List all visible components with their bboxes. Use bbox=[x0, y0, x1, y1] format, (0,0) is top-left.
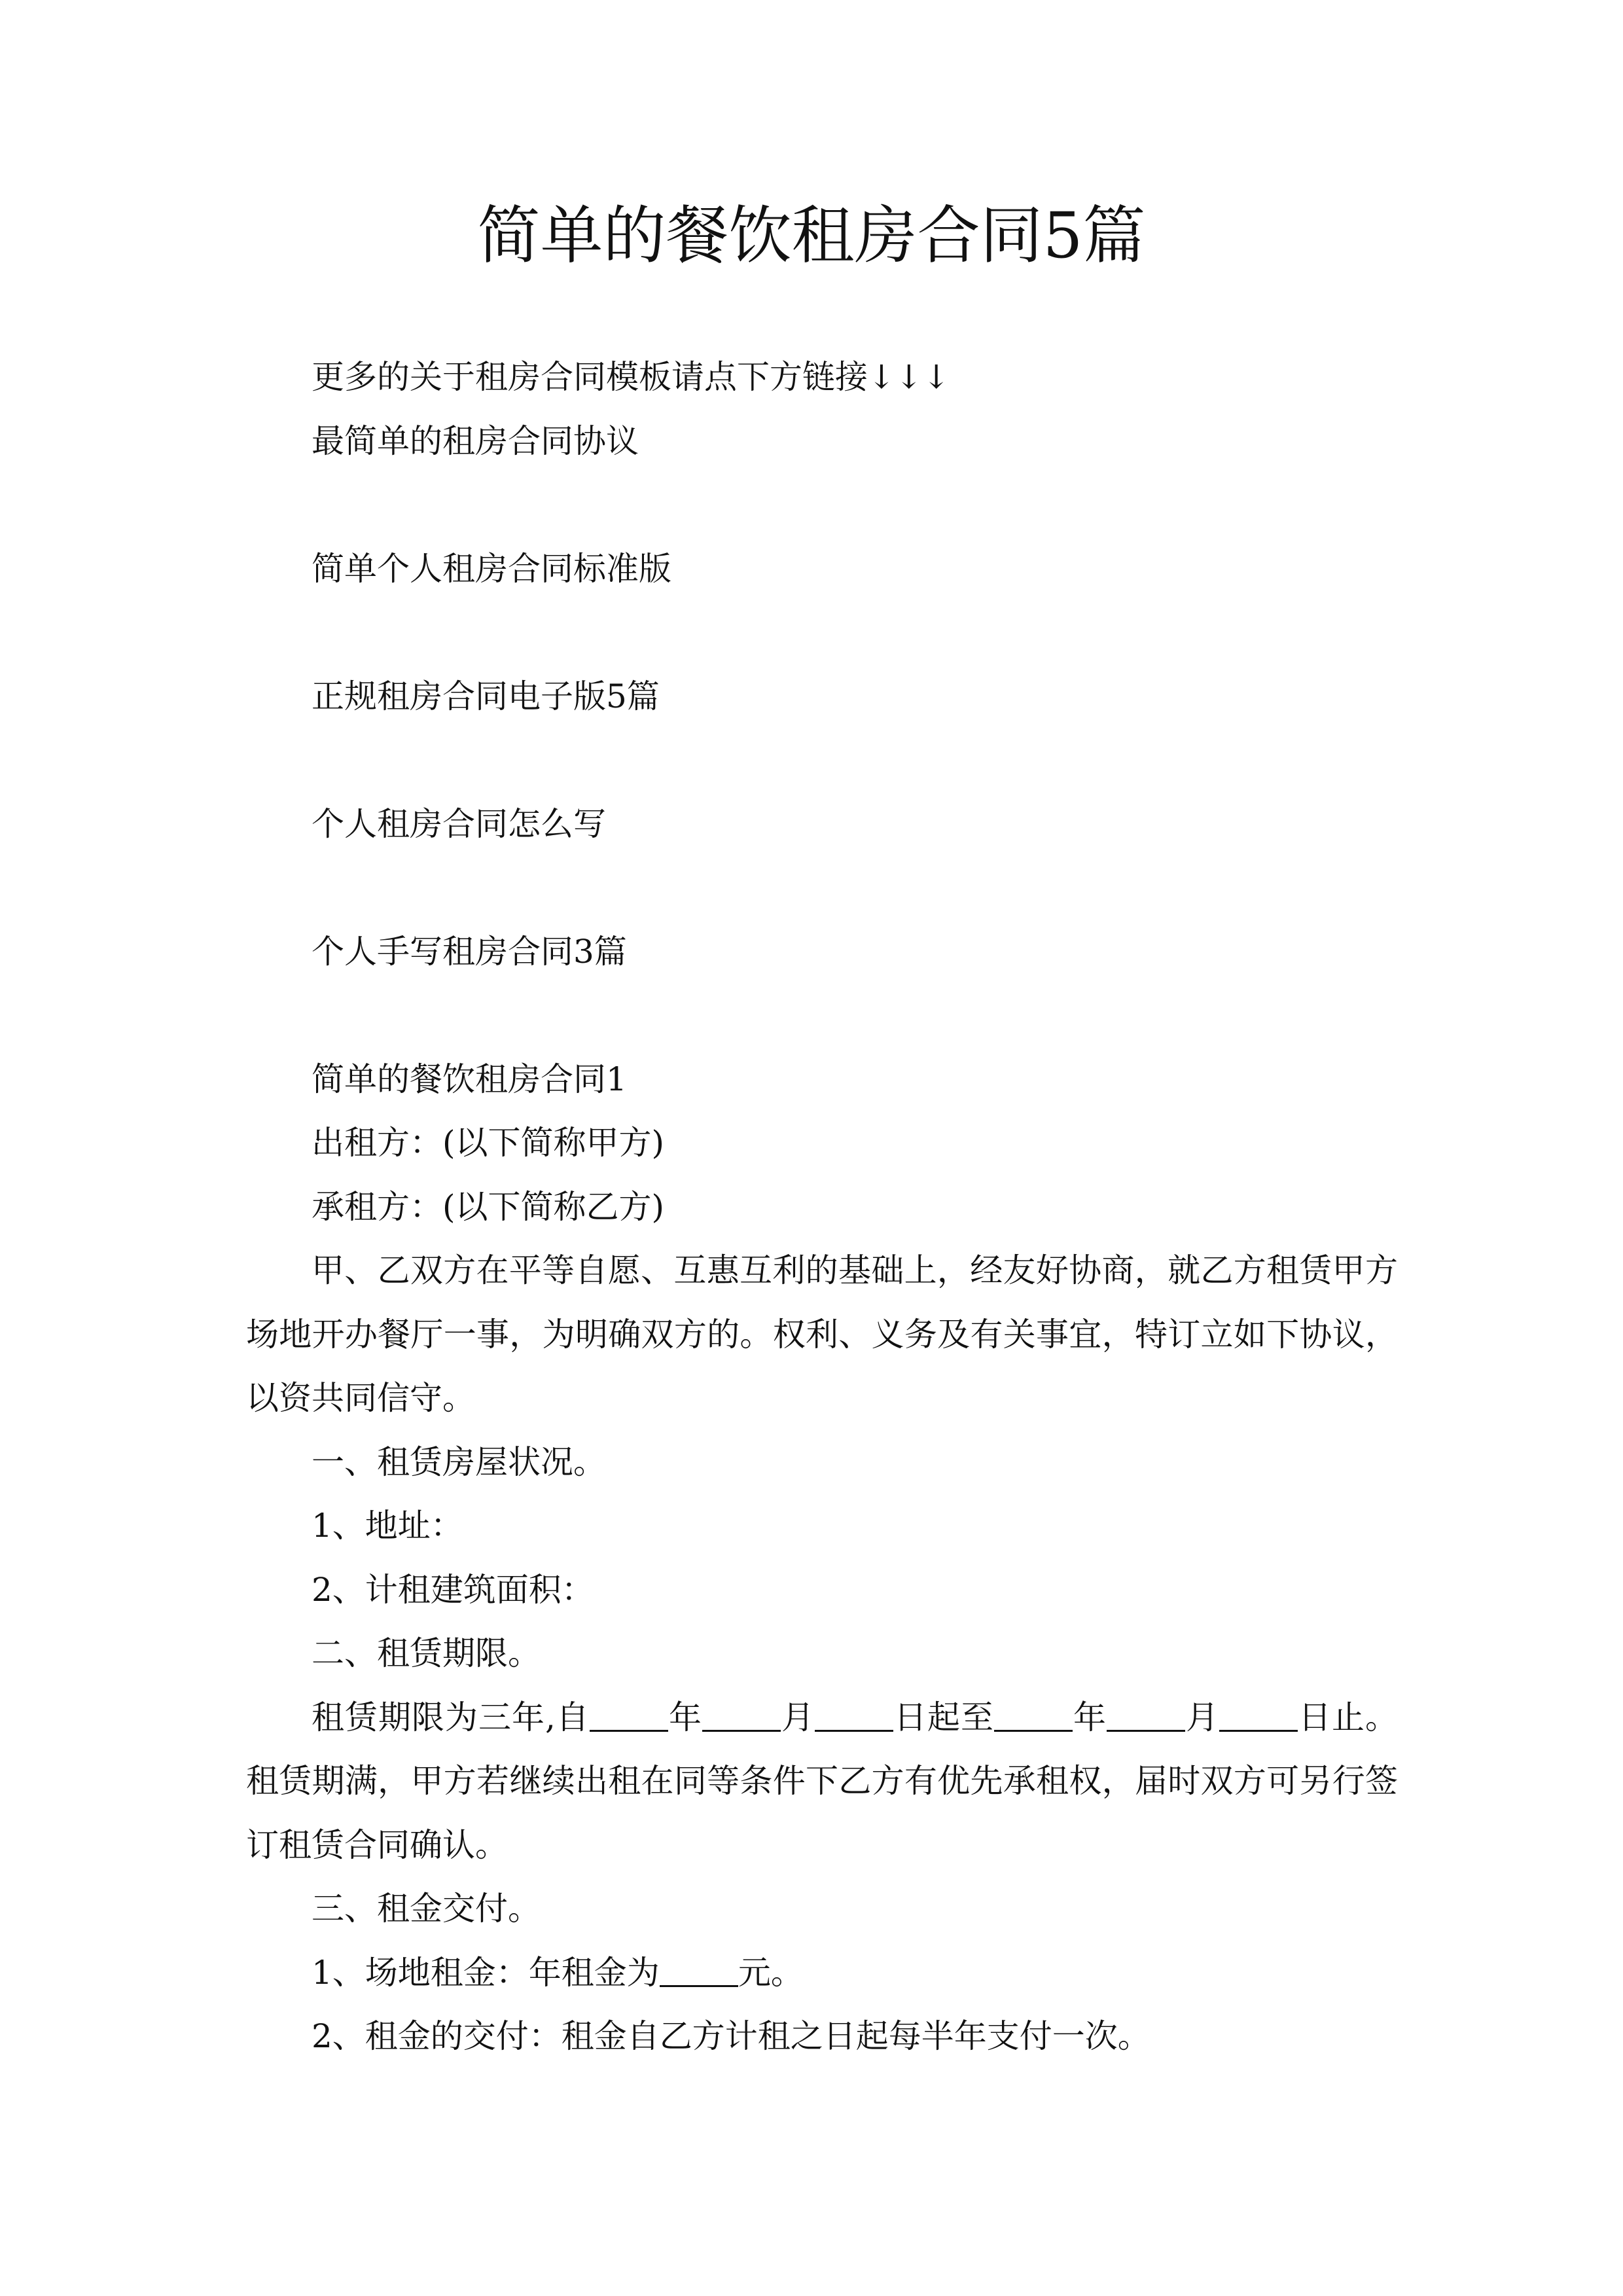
lease-term-line bbox=[246, 1686, 1398, 1750]
spacer bbox=[246, 601, 1398, 665]
clause2-heading: 二、租赁期限。 bbox=[312, 1634, 541, 1672]
clause3-heading: 三、租金交付。 bbox=[312, 1890, 541, 1928]
link-item[interactable]: 简单个人租房合同标准版 bbox=[312, 549, 671, 588]
document-title: 简单的餐饮租房合同5篇 bbox=[477, 199, 1146, 272]
blank-field bbox=[815, 1697, 893, 1732]
lessor-line: 出租方：(以下简称甲方) bbox=[312, 1124, 665, 1162]
rent-text: 元。 bbox=[738, 1953, 804, 1992]
blank-field bbox=[660, 1952, 738, 1987]
lessee-line: 承租方：(以下简称乙方) bbox=[312, 1187, 665, 1226]
term-text: 租赁期限为三年,自 bbox=[312, 1698, 590, 1736]
link-item[interactable]: 正规租房合同电子版5篇 bbox=[312, 677, 660, 715]
term-text: 年 bbox=[668, 1698, 702, 1736]
clause1-address: 1、地址： bbox=[312, 1507, 463, 1545]
rent-text: 1、场地租金：年租金为 bbox=[312, 1953, 660, 1992]
blank-field bbox=[1219, 1697, 1298, 1732]
term-text: 月 bbox=[780, 1698, 815, 1736]
spacer bbox=[246, 984, 1398, 1048]
blank-field bbox=[590, 1697, 668, 1732]
clause2-line: 租赁期满，甲方若继续出租在同等条件下乙方有优先承租权，届时双方可另行签 bbox=[246, 1762, 1398, 1800]
clause1-area: 2、计租建筑面积： bbox=[312, 1570, 594, 1609]
clause1-heading: 一、租赁房屋状况。 bbox=[312, 1443, 606, 1481]
clause3-rent bbox=[246, 1941, 1398, 2005]
link-item[interactable]: 个人租房合同怎么写 bbox=[312, 804, 606, 843]
term-text: 日起至 bbox=[893, 1698, 994, 1736]
spacer bbox=[246, 473, 1398, 537]
links-intro: 更多的关于租房合同模板请点下方链接↓↓↓ bbox=[312, 358, 950, 396]
clause2-line: 订租赁合同确认。 bbox=[246, 1825, 508, 1864]
spacer bbox=[246, 856, 1398, 920]
term-text: 日止。 bbox=[1298, 1698, 1399, 1736]
document-body bbox=[246, 346, 1398, 2069]
blank-field bbox=[1107, 1697, 1185, 1732]
blank-field bbox=[994, 1697, 1073, 1732]
link-item[interactable]: 个人手写租房合同3篇 bbox=[312, 932, 627, 971]
intro-line: 以资共同信守。 bbox=[246, 1379, 475, 1417]
clause3-payment: 2、租金的交付：租金自乙方计租之日起每半年支付一次。 bbox=[312, 2017, 1150, 2055]
term-text: 年 bbox=[1072, 1698, 1107, 1736]
blank-field bbox=[702, 1697, 781, 1732]
intro-line: 场地开办餐厅一事，为明确双方的。权利、义务及有关事宜，特订立如下协议， bbox=[246, 1315, 1398, 1354]
spacer bbox=[246, 728, 1398, 793]
intro-line: 甲、乙双方在平等自愿、互惠互利的基础上，经友好协商，就乙方租赁甲方 bbox=[312, 1251, 1398, 1289]
term-text: 月 bbox=[1185, 1698, 1220, 1736]
section-title: 简单的餐饮租房合同1 bbox=[312, 1060, 627, 1098]
link-item[interactable]: 最简单的租房合同协议 bbox=[312, 422, 639, 460]
